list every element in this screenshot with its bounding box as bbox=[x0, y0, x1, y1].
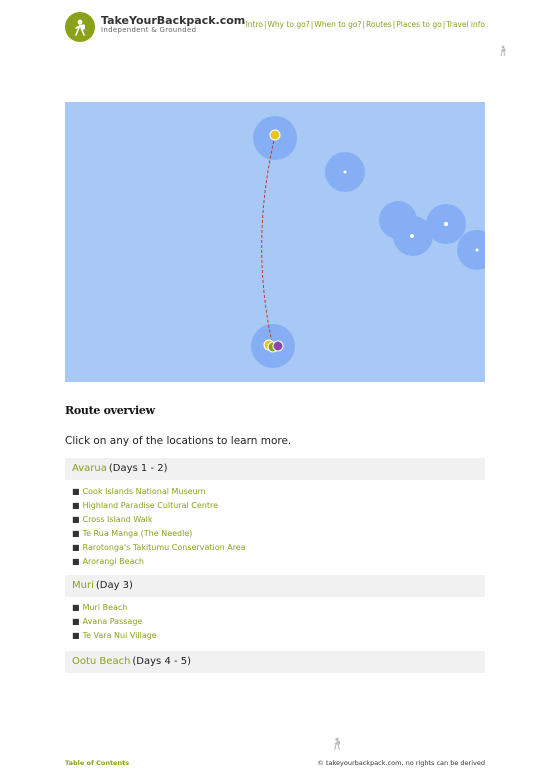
map-marker[interactable] bbox=[270, 130, 280, 140]
list-item[interactable]: ■ Te Rua Manga (The Needle) bbox=[72, 529, 193, 538]
island-dot bbox=[476, 249, 479, 252]
list-item[interactable]: ■ Cook Islands National Museum bbox=[72, 487, 206, 496]
list-item[interactable]: ■ Rarotonga's Takitumu Conservation Area bbox=[72, 543, 246, 552]
nav-travel-info[interactable]: Travel info bbox=[446, 20, 485, 29]
section-days: (Day 3) bbox=[95, 580, 133, 591]
island-dot bbox=[444, 222, 448, 226]
route-map[interactable] bbox=[65, 102, 485, 382]
top-nav: Intro|Why to go?|When to go?|Routes|Places to go|Travel info bbox=[245, 20, 485, 29]
hiker-icon bbox=[331, 737, 343, 756]
place-list bbox=[72, 601, 157, 643]
section-avarua bbox=[65, 458, 485, 480]
list-item[interactable]: ■ Avana Passage bbox=[72, 617, 143, 626]
section-muri bbox=[65, 575, 485, 597]
section-location-link[interactable]: Ootu Beach bbox=[72, 656, 131, 667]
list-item[interactable]: ■ Arorangi Beach bbox=[72, 557, 144, 566]
header bbox=[0, 0, 550, 60]
nav-places-to-go[interactable]: Places to go bbox=[396, 20, 442, 29]
island-dot bbox=[410, 234, 414, 238]
logo-icon[interactable] bbox=[65, 12, 95, 42]
place-list bbox=[72, 485, 246, 569]
map-canvas[interactable] bbox=[65, 102, 485, 382]
nav-when-to-go[interactable]: When to go? bbox=[314, 20, 362, 29]
map-marker[interactable] bbox=[273, 341, 283, 351]
list-item[interactable]: ■ Highland Paradise Cultural Centre bbox=[72, 501, 219, 510]
brand-name[interactable]: TakeYourBackpack.com bbox=[101, 14, 246, 27]
list-item[interactable]: ■ Te Vara Nui Village bbox=[72, 631, 157, 640]
list-item[interactable]: ■ Muri Beach bbox=[72, 603, 128, 612]
section-days: (Days 4 - 5) bbox=[132, 656, 192, 667]
nav-why-to-go[interactable]: Why to go? bbox=[267, 20, 310, 29]
route-line bbox=[262, 136, 275, 342]
section-days: (Days 1 - 2) bbox=[108, 463, 168, 474]
list-item[interactable]: ■ Cross Island Walk bbox=[72, 515, 153, 524]
route-overview-title: Route overview bbox=[65, 404, 155, 417]
island-dot bbox=[344, 171, 347, 174]
section-location-link[interactable]: Muri bbox=[72, 580, 94, 591]
section-ootu-beach bbox=[65, 651, 485, 673]
copyright-text: © takeyourbackpack.com, no rights can be derived bbox=[317, 759, 485, 767]
section-location-link[interactable]: Avarua bbox=[72, 463, 107, 474]
hiker-icon bbox=[498, 44, 508, 62]
route-intro-text: Click on any of the locations to learn more. bbox=[65, 435, 292, 447]
table-of-contents-link[interactable]: Table of Contents bbox=[65, 759, 130, 767]
nav-intro[interactable]: Intro bbox=[245, 20, 263, 29]
nav-routes[interactable]: Routes bbox=[366, 20, 392, 29]
brand-tagline: Independent & Grounded bbox=[101, 26, 197, 34]
